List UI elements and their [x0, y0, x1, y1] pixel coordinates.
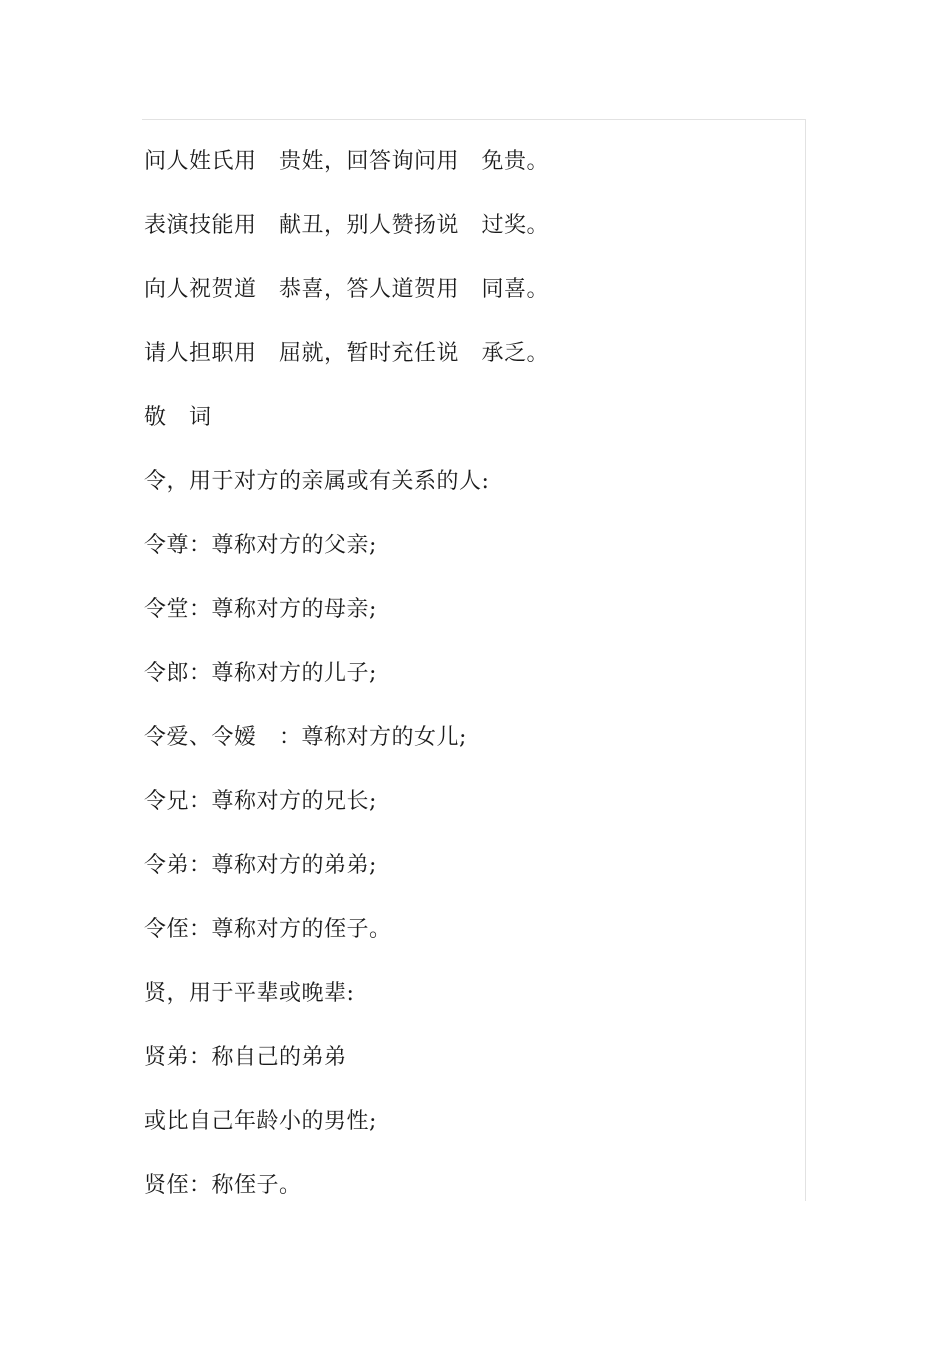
text-line-3: 向人祝贺道 恭喜，答人道贺用 同喜。	[144, 277, 550, 302]
text-line-16: 或比自己年龄小的男性;	[144, 1109, 377, 1134]
text-line-17: 贤侄：称侄子。	[144, 1173, 302, 1198]
text-line-4: 请人担职用 屈就，暂时充任说 承乏。	[144, 341, 550, 366]
text-line-8: 令堂：尊称对方的母亲;	[144, 597, 377, 622]
text-line-1: 问人姓氏用 贵姓，回答询问用 免贵。	[144, 149, 550, 174]
text-line-13: 令侄：尊称对方的侄子。	[144, 917, 392, 942]
text-line-12: 令弟：尊称对方的弟弟;	[144, 853, 377, 878]
text-line-2: 表演技能用 献丑，别人赞扬说 过奖。	[144, 213, 550, 238]
text-line-9: 令郎：尊称对方的儿子;	[144, 661, 377, 686]
text-line-14: 贤，用于平辈或晚辈:	[144, 981, 355, 1006]
text-line-15: 贤弟：称自己的弟弟	[144, 1045, 347, 1070]
section-heading: 敬 词	[144, 405, 212, 430]
text-line-7: 令尊：尊称对方的父亲;	[144, 533, 377, 558]
text-line-11: 令兄：尊称对方的兄长;	[144, 789, 377, 814]
text-line-10: 令爱、令嫒 ：尊称对方的女儿;	[144, 725, 467, 750]
text-line-6: 令，用于对方的亲属或有关系的人:	[144, 469, 490, 494]
